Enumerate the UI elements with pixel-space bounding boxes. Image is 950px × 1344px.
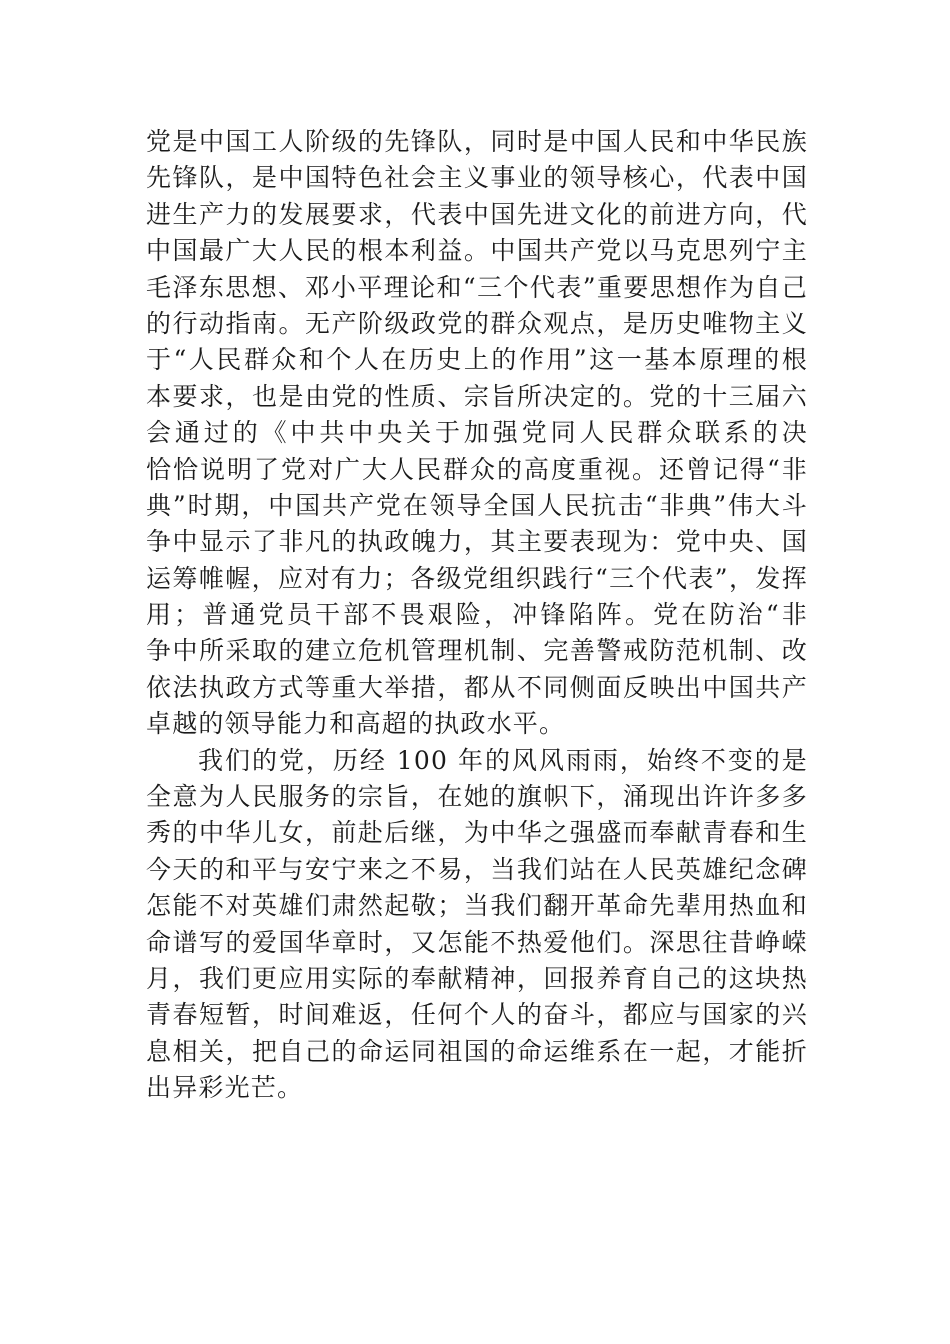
- text-line: 先锋队，是中国特色社会主义事业的领导核心，代表中国: [146, 163, 808, 193]
- text-line: 中国最广大人民的根本利益。中国共产党以马克思列宁主: [146, 236, 808, 266]
- paragraph-1: [146, 124, 808, 743]
- body-text: [146, 124, 808, 1107]
- text-line: 争中所采取的建立危机管理机制、完善警戒防范机制、改: [146, 636, 808, 666]
- text-line: 怎能不对英雄们肃然起敬；当我们翻开革命先辈用热血和: [146, 891, 808, 921]
- text-line: 命谱写的爱国华章时，又怎能不热爱他们。深思往昔峥嵘: [146, 927, 808, 957]
- text-line: 息相关，把自己的命运同祖国的命运维系在一起，才能折: [146, 1036, 808, 1066]
- text-line: 依法执政方式等重大举措，都从不同侧面反映出中国共产: [146, 672, 808, 702]
- text-line: 全意为人民服务的宗旨，在她的旗帜下，涌现出许许多多: [146, 782, 808, 812]
- text-line-last: 卓越的领导能力和高超的执政水平。: [146, 709, 566, 739]
- text-line: 的行动指南。无产阶级政党的群众观点，是历史唯物主义: [146, 308, 808, 338]
- text-line: 秀的中华儿女，前赴后继，为中华之强盛而奉献青春和生: [146, 818, 808, 848]
- text-line: 会通过的《中共中央关于加强党同人民群众联系的决: [146, 418, 808, 448]
- text-line: 于“人民群众和个人在历史上的作用”这一基本原理的根: [146, 345, 808, 375]
- text-line: 运筹帷幄，应对有力；各级党组织践行“三个代表”，发挥: [146, 563, 808, 593]
- text-line: 党是中国工人阶级的先锋队，同时是中国人民和中华民族: [146, 127, 808, 156]
- text-line: 进生产力的发展要求，代表中国先进文化的前进方向，代: [146, 199, 808, 229]
- text-line: 争中显示了非凡的执政魄力，其主要表现为：党中央、国: [146, 527, 808, 557]
- text-line: 青春短暂，时间难返，任何个人的奋斗，都应与国家的兴: [146, 1000, 808, 1030]
- text-line: 毛泽东思想、邓小平理论和“三个代表”重要思想作为自己: [146, 272, 808, 302]
- text-line: 用；普通党员干部不畏艰险，冲锋陷阵。党在防治“非: [146, 600, 808, 630]
- text-line: 本要求，也是由党的性质、宗旨所决定的。党的十三届六: [146, 381, 808, 411]
- text-line: 月，我们更应用实际的奉献精神，回报养育自己的这块热: [146, 963, 808, 993]
- text-line: 恰恰说明了党对广大人民群众的高度重视。还曾记得“非: [146, 454, 808, 484]
- paragraph-2: [146, 743, 808, 1107]
- text-line: 今天的和平与安宁来之不易，当我们站在人民英雄纪念碑: [146, 854, 808, 884]
- text-line-last: 出异彩光芒。: [146, 1073, 304, 1103]
- text-line-first: 我们的党，历经 100 年的风风雨雨，始终不变的是: [198, 745, 808, 775]
- text-line: 典”时期，中国共产党在领导全国人民抗击“非典”伟大斗: [146, 490, 808, 520]
